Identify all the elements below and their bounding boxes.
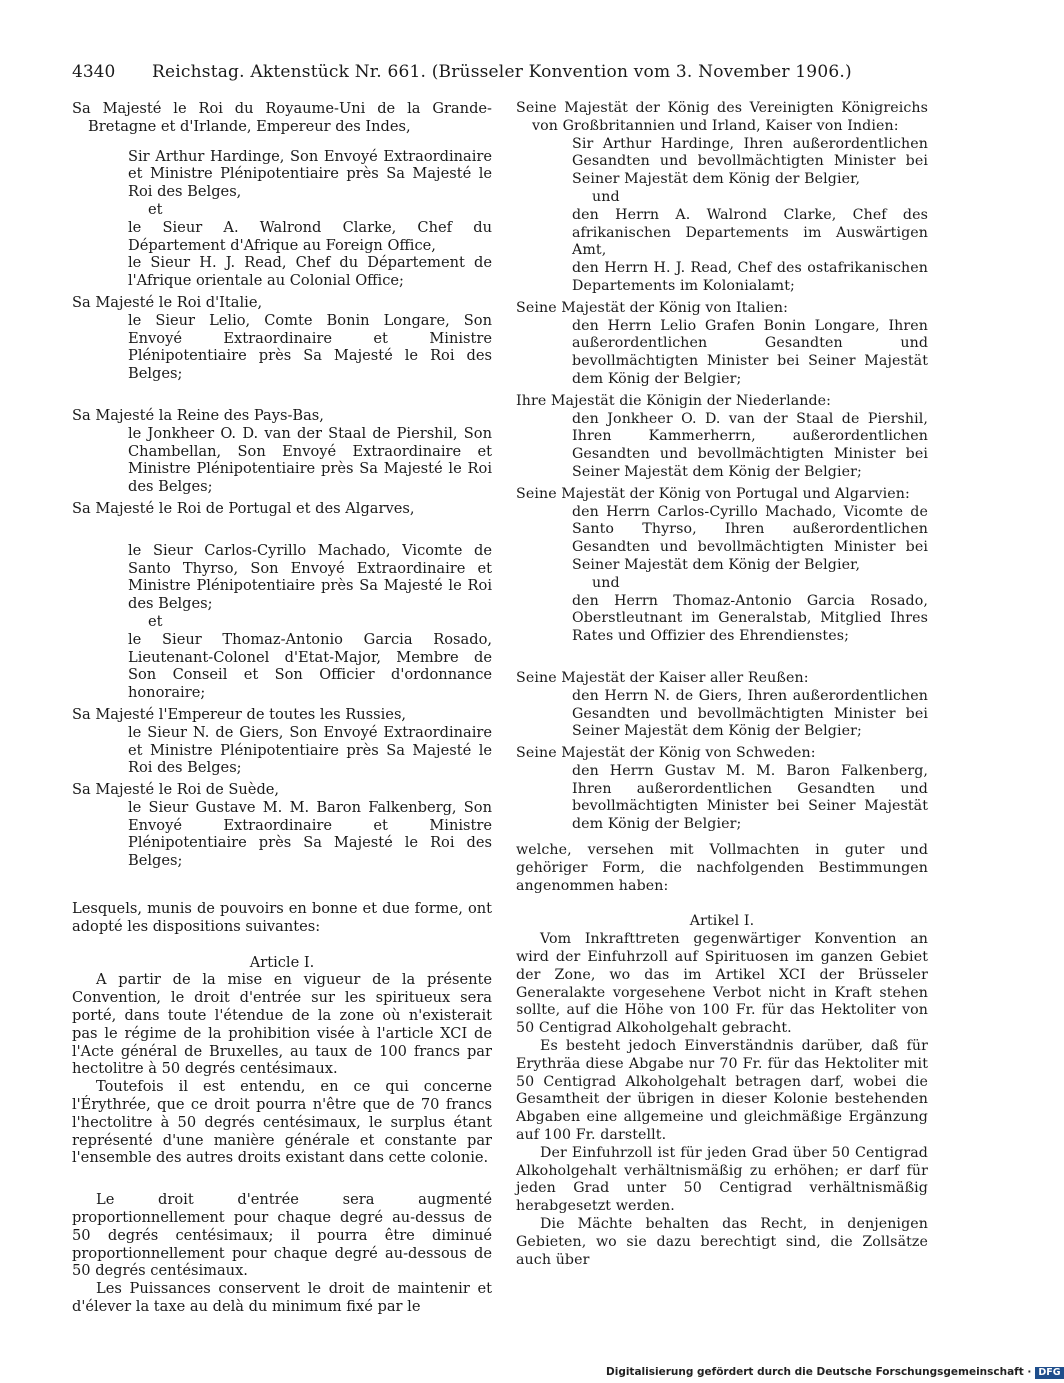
german-paragraph: und (592, 574, 620, 591)
german-paragraph: den Herrn H. J. Read, Chef des ostafrikanischen Departements im Kolonialamt; (572, 260, 928, 294)
german-paragraph: und (592, 188, 620, 205)
french-paragraph: A partir de la mise en vigueur de la présente Convention, le droit d'entrée sur les spiritueux sera porté, dans toute l'étendue de la zone où n'existerait pas le régime de la prohibition visée à l'article XCI de l'Acte général de Bruxelles, au taux de 100 francs par hectolitre à 50 degrés centésimaux. (72, 971, 492, 1078)
page-number: 4340 (72, 62, 116, 82)
french-paragraph: le Jonkheer O. D. van der Staal de Piershil, Son Chambellan, Son Envoyé Extraordinaire et Ministre Plénipotentiaire près Sa Majesté le Roi des Belges; (128, 424, 492, 496)
french-paragraph: Sa Majesté la Reine des Pays-Bas, (72, 406, 324, 424)
german-paragraph: Die Mächte behalten das Recht, in denjenigen Gebieten, wo sie dazu berechtigt sind, die Zollsätze auch über (516, 1216, 928, 1268)
page-header (72, 62, 922, 86)
german-paragraph: Sir Arthur Hardinge, Ihren außerordentlichen Gesandten und bevollmächtigten Minister bei Seiner Majestät dem König der Belgier, (572, 135, 928, 188)
german-column (516, 100, 928, 1269)
german-paragraph: den Herrn Thomaz-Antonio Garcia Rosado, Oberstleutnant im Generalstab, Mitglied Ihres Rates und Offizier des Ehrendienstes; (572, 592, 928, 645)
german-paragraph: den Herrn Lelio Grafen Bonin Longare, Ihren außerordentlichen Gesandten und bevollmächtigten Minister bei Seiner Majestät dem König der Belgier; (572, 317, 928, 387)
dfg-logo: DFG (1035, 1367, 1063, 1379)
german-paragraph: Seine Majestät der König des Vereinigten Königreichs von Großbritannien und Irland, Kaiser von Indien: (516, 100, 928, 134)
french-paragraph: Les Puissances conservent le droit de maintenir et d'élever la taxe au delà du minimum fixé par le (72, 1280, 492, 1316)
german-paragraph: Ihre Majestät die Königin der Niederlande: (516, 392, 832, 409)
german-paragraph: Vom Inkrafttreten gegenwärtiger Konvention an wird der Einfuhrzoll auf Spirituosen im ganzen Gebiet der Zone, wo das im Artikel XCI der Brüsseler Generalakte vorgesehene Verbot nicht in Kraft stehen sollte, auf die Höhe von 100 Fr. für das Hektoliter von 50 Centigrad Alkoholgehalt gebracht. (516, 931, 928, 1037)
german-paragraph: welche, versehen mit Vollmachten in guter und gehöriger Form, die nachfolgenden Bestimmungen angenommen haben: (516, 842, 928, 894)
german-paragraph: den Herrn N. de Giers, Ihren außerordentlichen Gesandten und bevollmächtigten Minister bei Seiner Majestät dem König der Belgier; (572, 687, 928, 740)
french-paragraph: Article I. (249, 953, 315, 971)
german-paragraph: den Herrn A. Walrond Clarke, Chef des afrikanischen Departements im Auswärtigen Amt, (572, 206, 928, 259)
running-title: Reichstag. Aktenstück Nr. 661. (Brüsseler Konvention vom 3. November 1906.) (152, 62, 852, 82)
french-paragraph: et (148, 200, 163, 218)
french-paragraph: Sa Majesté le Roi de Portugal et des Algarves, (72, 499, 415, 517)
german-paragraph: Seine Majestät der König von Italien: (516, 299, 788, 316)
german-paragraph: Seine Majestät der König von Portugal und Algarvien: (516, 485, 910, 502)
footer-credit (606, 1366, 1061, 1380)
french-paragraph: le Sieur A. Walrond Clarke, Chef du Département d'Afrique au Foreign Office, (128, 218, 492, 254)
german-paragraph: Der Einfuhrzoll ist für jeden Grad über 50 Centigrad Alkoholgehalt verhältnismäßig zu erhöhen; er darf für jeden Grad unter 50 Centigrad verhältnismäßig herabgesetzt werden. (516, 1144, 928, 1215)
german-paragraph: den Jonkheer O. D. van der Staal de Piershil, Ihren Kammerherrn, außerordentlichen Gesandten und bevollmächtigten Minister bei Seiner Majestät dem König der Belgier; (572, 410, 928, 480)
french-paragraph: le Sieur N. de Giers, Son Envoyé Extraordinaire et Ministre Plénipotentiaire près Sa Majesté le Roi des Belges; (128, 723, 492, 777)
french-paragraph: Sa Majesté le Roi du Royaume-Uni de la Grande-Bretagne et d'Irlande, Empereur des Indes, (72, 100, 492, 135)
german-paragraph: Seine Majestät der König von Schweden: (516, 745, 816, 762)
french-paragraph: le Sieur Gustave M. M. Baron Falkenberg, Son Envoyé Extraordinaire et Ministre Plénipotentiaire près Sa Majesté le Roi des Belges; (128, 798, 492, 870)
french-paragraph: Sir Arthur Hardinge, Son Envoyé Extraordinaire et Ministre Plénipotentiaire près Sa Majesté le Roi des Belges, (128, 147, 492, 201)
german-paragraph: Es besteht jedoch Einverständnis darüber, daß für Erythräa diese Abgabe nur 70 Fr. für das Hektoliter mit 50 Centigrad Alkoholgehalt betragen darf, wobei die Gesamtheit der übrigen in dieser Kolonie bestehenden Abgaben eine allgemeine und gleichmäßige Ergänzung auf 100 Fr. darstellt. (516, 1038, 928, 1144)
german-paragraph: den Herrn Carlos-Cyrillo Machado, Vicomte de Santo Thyrso, Ihren außerordentlichen Gesandten und bevollmächtigten Minister bei Seiner Majestät dem König der Belgier, (572, 503, 928, 573)
french-paragraph: le Sieur Carlos-Cyrillo Machado, Vicomte de Santo Thyrso, Son Envoyé Extraordinaire et Ministre Plénipotentiaire près Sa Majesté le Roi des Belges; (128, 541, 492, 613)
german-paragraph: Seine Majestät der Kaiser aller Reußen: (516, 669, 809, 686)
french-paragraph: Sa Majesté l'Empereur de toutes les Russies, (72, 705, 407, 723)
french-paragraph: Le droit d'entrée sera augmenté proportionnellement pour chaque degré au-dessus de 50 degrés centésimaux; il pourra être diminué proportionnellement pour chaque degré au-dessous de 50 degrés centésimaux. (72, 1191, 492, 1280)
french-paragraph: le Sieur H. J. Read, Chef du Département de l'Afrique orientale au Colonial Office; (128, 254, 492, 290)
french-paragraph: Sa Majesté le Roi de Suède, (72, 781, 280, 799)
french-paragraph: et (148, 612, 163, 630)
french-paragraph: le Sieur Thomaz-Antonio Garcia Rosado, Lieutenant-Colonel d'Etat-Major, Membre de Son Conseil et Son Officier d'ordonnance honoraire; (128, 630, 492, 702)
french-paragraph: le Sieur Lelio, Comte Bonin Longare, Son Envoyé Extraordinaire et Ministre Plénipotentiaire près Sa Majesté le Roi des Belges; (128, 311, 492, 383)
german-paragraph: den Herrn Gustav M. M. Baron Falkenberg, Ihren außerordentlichen Gesandten und bevollmächtigten Minister bei Seiner Majestät dem König der Belgier; (572, 762, 928, 833)
french-paragraph: Lesquels, munis de pouvoirs en bonne et due forme, ont adopté les dispositions suivantes: (72, 900, 492, 935)
footer-credit-text: Digitalisierung gefördert durch die Deutsche Forschungsgemeinschaft · (606, 1366, 1032, 1378)
french-column (72, 100, 492, 1316)
french-paragraph: Toutefois il est entendu, en ce qui concerne l'Érythrée, que ce droit pourra n'être que de 70 francs l'hectolitre à 50 degrés centésimaux, le surplus étant représenté d'une manière générale et constante par l'ensemble des autres droits existant dans cette colonie. (72, 1078, 492, 1167)
french-paragraph: Sa Majesté le Roi d'Italie, (72, 293, 263, 311)
german-paragraph: Artikel I. (689, 913, 755, 930)
